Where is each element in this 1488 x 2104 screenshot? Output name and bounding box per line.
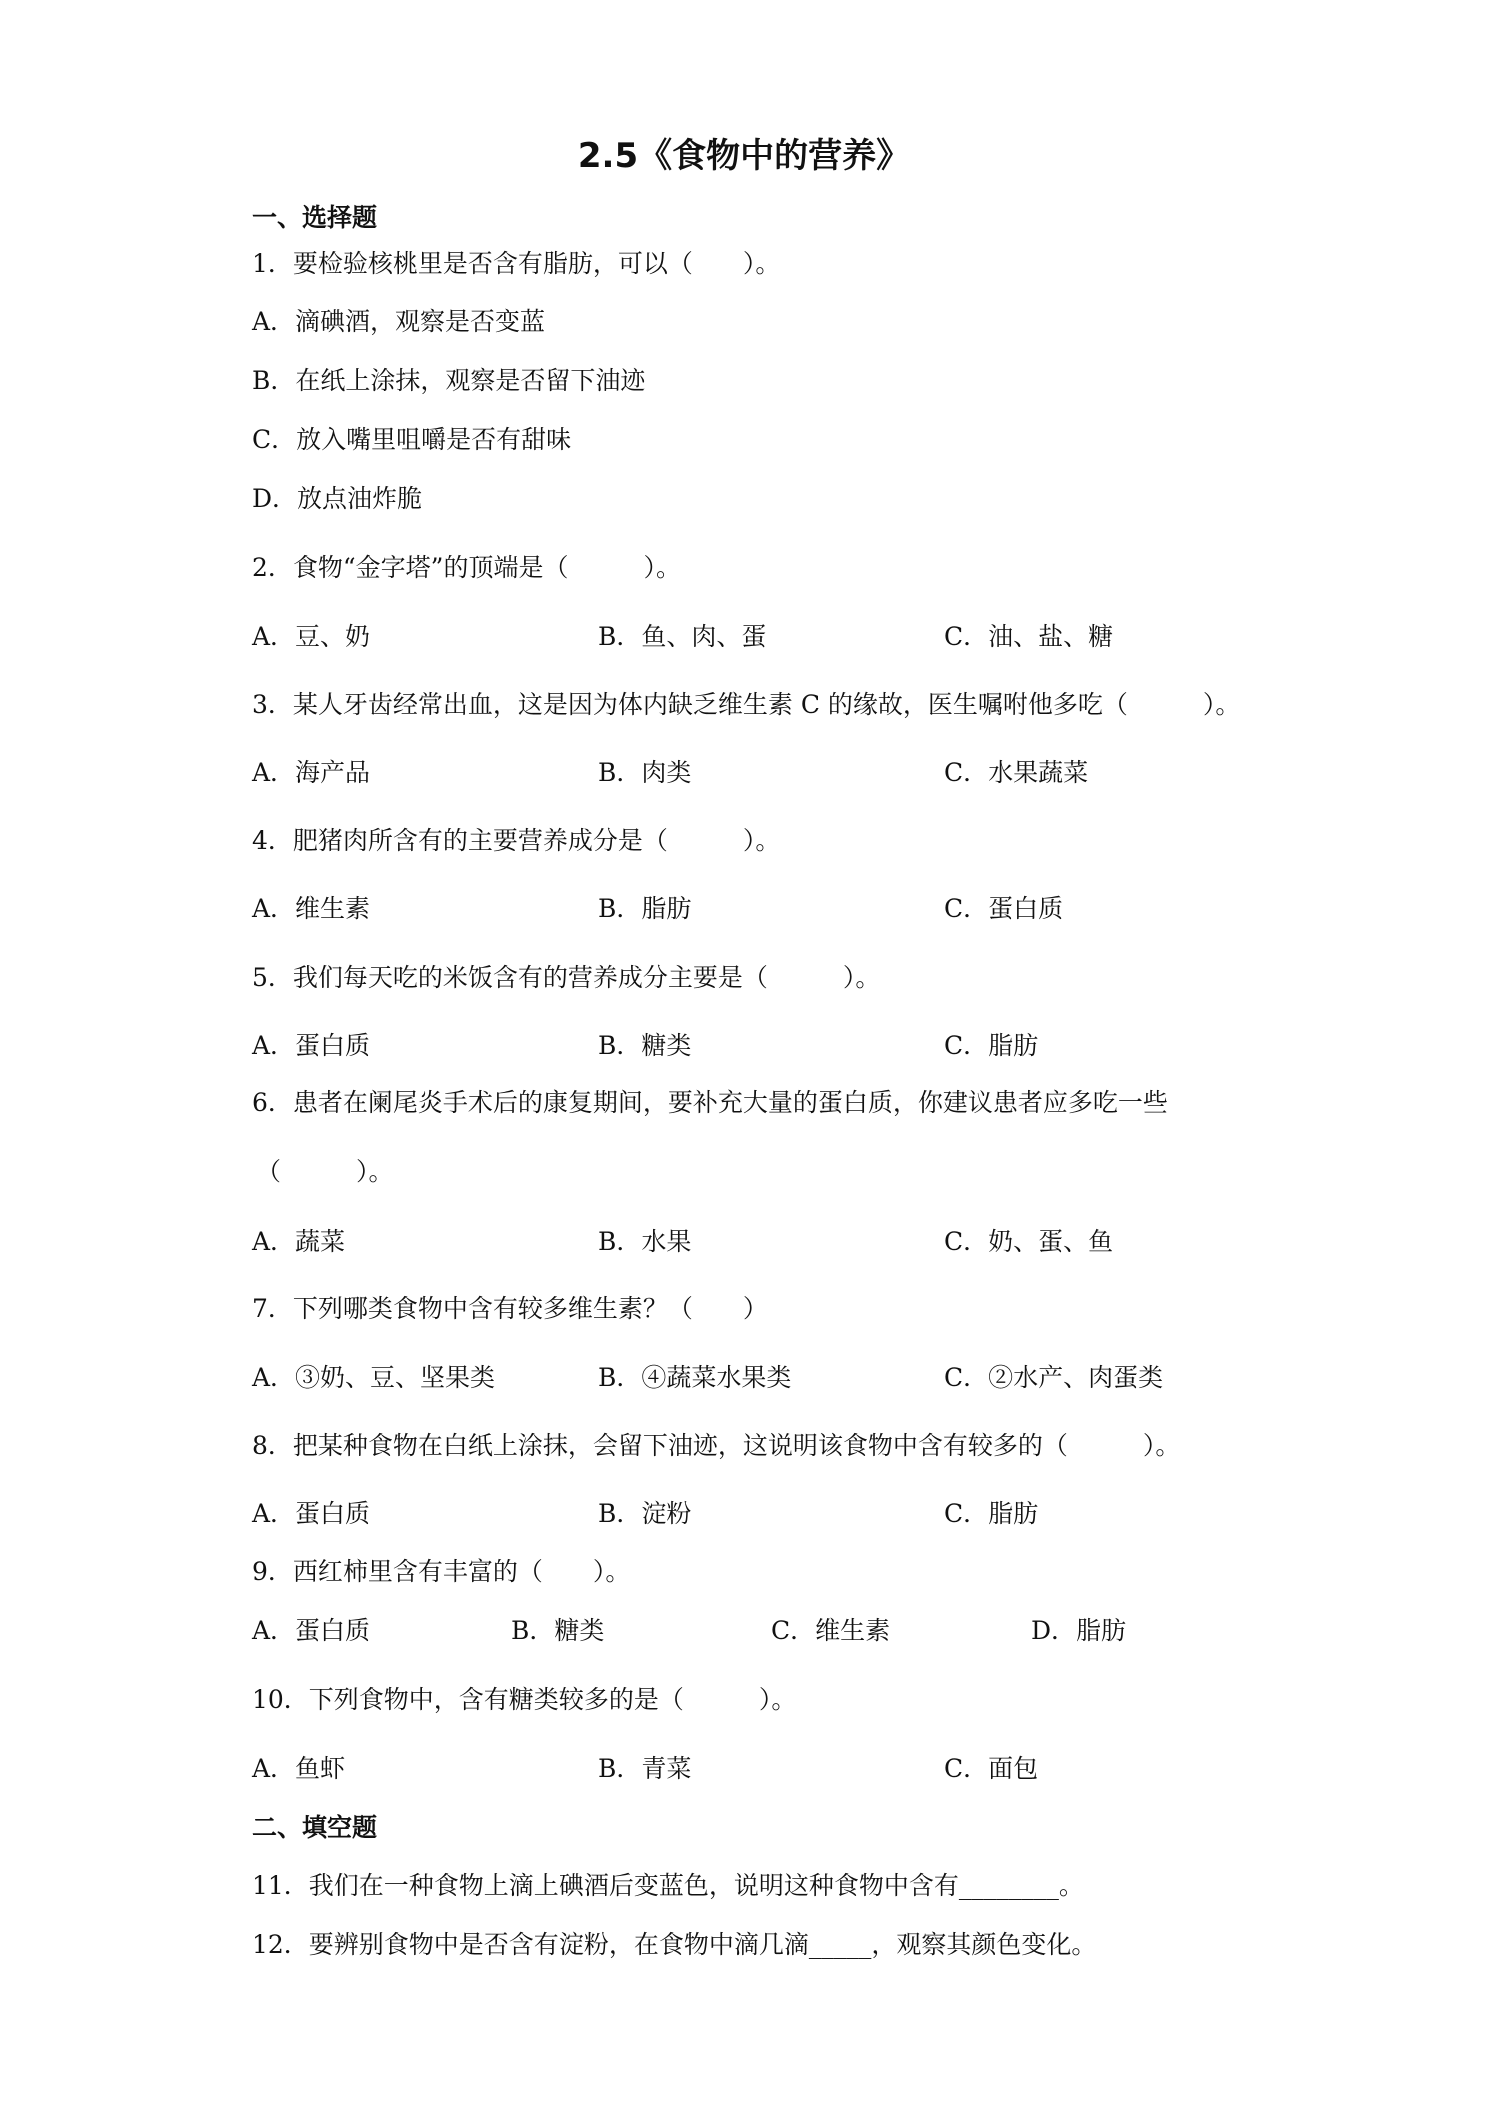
q9-option-b: B．糖类: [511, 1616, 605, 1645]
question-10: 10．下列食物中，含有糖类较多的是（ ）。: [252, 1685, 797, 1714]
section-heading-choice: 一、选择题: [252, 203, 378, 232]
question-3: 3．某人牙齿经常出血，这是因为体内缺乏维生素 C 的缘故，医生嘱咐他多吃（ ）。: [252, 690, 1241, 719]
q1-option-c: C．放入嘴里咀嚼是否有甜味: [252, 425, 572, 454]
q4-option-b: B．脂肪: [598, 894, 692, 923]
q4-option-c: C．蛋白质: [944, 894, 1064, 923]
question-11: 11．我们在一种食物上滴上碘酒后变蓝色，说明这种食物中含有________。: [252, 1871, 1084, 1900]
question-9: 9．西红柿里含有丰富的（ ）。: [252, 1557, 631, 1586]
q2-option-b: B．鱼、肉、蛋: [598, 622, 767, 651]
question-6: 6．患者在阑尾炎手术后的康复期间，要补充大量的蛋白质，你建议患者应多吃一些: [252, 1088, 1168, 1117]
question-4: 4．肥猪肉所含有的主要营养成分是（ ）。: [252, 826, 781, 855]
q5-option-c: C．脂肪: [944, 1031, 1039, 1060]
question-7: 7．下列哪类食物中含有较多维生素？（ ）: [252, 1294, 768, 1323]
question-1: 1．要检验核桃里是否含有脂肪，可以（ ）。: [252, 249, 781, 278]
q4-option-a: A．维生素: [252, 894, 371, 923]
q9-option-c: C．维生素: [771, 1616, 891, 1645]
q3-option-c: C．水果蔬菜: [944, 758, 1089, 787]
q2-option-a: A．豆、奶: [252, 622, 371, 651]
section-heading-fill: 二、填空题: [252, 1813, 378, 1842]
q8-option-c: C．脂肪: [944, 1499, 1039, 1528]
q3-option-a: A．海产品: [252, 758, 371, 787]
q7-option-a: A．③奶、豆、坚果类: [252, 1363, 496, 1392]
q10-option-c: C．面包: [944, 1754, 1039, 1783]
q3-option-b: B．肉类: [598, 758, 692, 787]
q1-option-b: B．在纸上涂抹，观察是否留下油迹: [252, 366, 646, 395]
question-12: 12．要辨别食物中是否含有淀粉，在食物中滴几滴_____，观察其颜色变化。: [252, 1930, 1097, 1959]
q6-option-c: C．奶、蛋、鱼: [944, 1227, 1114, 1256]
q10-option-a: A．鱼虾: [252, 1754, 346, 1783]
q7-option-c: C．②水产、肉蛋类: [944, 1363, 1164, 1392]
q1-option-a: A．滴碘酒，观察是否变蓝: [252, 307, 546, 336]
q2-option-c: C．油、盐、糖: [944, 622, 1114, 651]
q6-option-b: B．水果: [598, 1227, 692, 1256]
q7-option-b: B．④蔬菜水果类: [598, 1363, 792, 1392]
question-2: 2．食物“金字塔”的顶端是（ ）。: [252, 553, 681, 582]
question-5: 5．我们每天吃的米饭含有的营养成分主要是（ ）。: [252, 963, 881, 992]
q8-option-a: A．蛋白质: [252, 1499, 371, 1528]
page-title: 2.5《食物中的营养》: [577, 136, 911, 176]
q5-option-b: B．糖类: [598, 1031, 692, 1060]
q9-option-a: A．蛋白质: [252, 1616, 371, 1645]
q10-option-b: B．青菜: [598, 1754, 692, 1783]
q1-option-d: D．放点油炸脆: [252, 484, 423, 513]
q8-option-b: B．淀粉: [598, 1499, 692, 1528]
q9-option-d: D．脂肪: [1031, 1616, 1127, 1645]
q6-option-a: A．蔬菜: [252, 1227, 346, 1256]
q6-answer-bracket: （ ）。: [256, 1157, 394, 1186]
question-8: 8．把某种食物在白纸上涂抹，会留下油迹，这说明该食物中含有较多的（ ）。: [252, 1431, 1181, 1460]
q5-option-a: A．蛋白质: [252, 1031, 371, 1060]
